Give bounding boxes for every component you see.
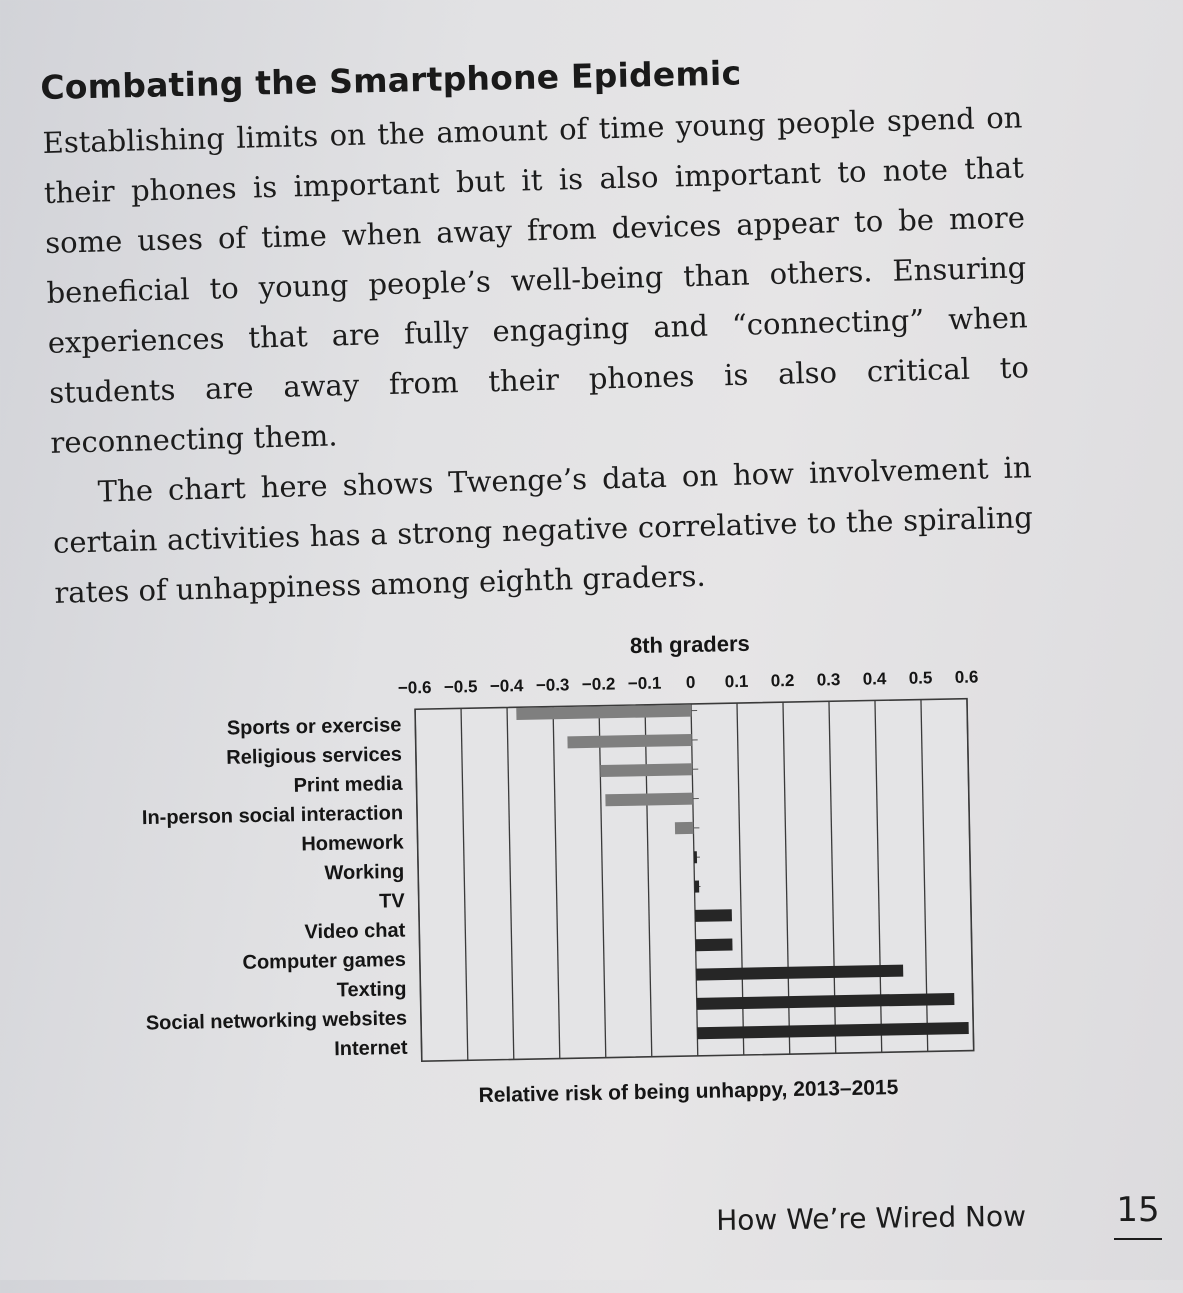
x-tick-label: −0.3 [536,675,570,695]
x-tick-label: 0.3 [817,670,841,689]
category-label: Texting [337,978,407,1001]
bar [605,793,693,807]
section-heading: Combating the Smartphone Epidemic [40,53,742,107]
category-label: Computer games [242,949,406,974]
bar [600,763,692,777]
category-label: Homework [301,831,405,855]
bar [694,851,697,863]
x-tick-label: 0.6 [955,667,979,686]
category-label: In-person social interaction [142,802,404,829]
bar [567,734,691,748]
category-label: TV [379,890,406,912]
running-footer-title: How We’re Wired Now [716,1200,1026,1237]
page-number: 15 [1114,1190,1162,1240]
bar [696,939,733,952]
x-tick-label: 0.4 [863,669,888,688]
bar [675,822,694,834]
category-label: Social networking websites [146,1007,408,1034]
bar [695,909,732,922]
chart-title: 8th graders [630,631,750,658]
category-label: Working [324,861,404,885]
paragraph-2: The chart here shows Twenge’s data on how involvement in certain activities has a strong negative correlative to the spiraling rates of unhappiness among eighth graders. [51,442,1035,618]
x-tick-label: 0.5 [909,668,933,687]
category-label: Internet [334,1037,408,1060]
x-tick-label: −0.2 [582,674,616,694]
category-label: Video chat [304,919,406,943]
bar [694,880,699,892]
category-label: Religious services [226,744,402,769]
x-tick-label: −0.5 [444,677,478,697]
x-tick-label: 0.1 [725,672,749,691]
category-label: Sports or exercise [227,714,402,739]
x-axis-label: Relative risk of being unhappy, 2013–2015 [478,1076,898,1107]
category-label: Print media [293,773,403,797]
x-tick-label: −0.6 [398,678,432,698]
paragraph-1: Establishing limits on the amount of time young people spend on their phones is important but it is also important to note that some uses of time when away from devices appear to be more beneficial to young people’s well-being than others. Ensuring experiences that are fully engaging and “connecting” when students are away from their phones is also critical to reconnecting them. [42,92,1031,468]
x-tick-label: 0.2 [771,671,795,690]
x-tick-label: 0 [686,673,696,692]
x-tick-label: −0.4 [490,676,524,696]
x-tick-label: −0.1 [628,674,662,694]
